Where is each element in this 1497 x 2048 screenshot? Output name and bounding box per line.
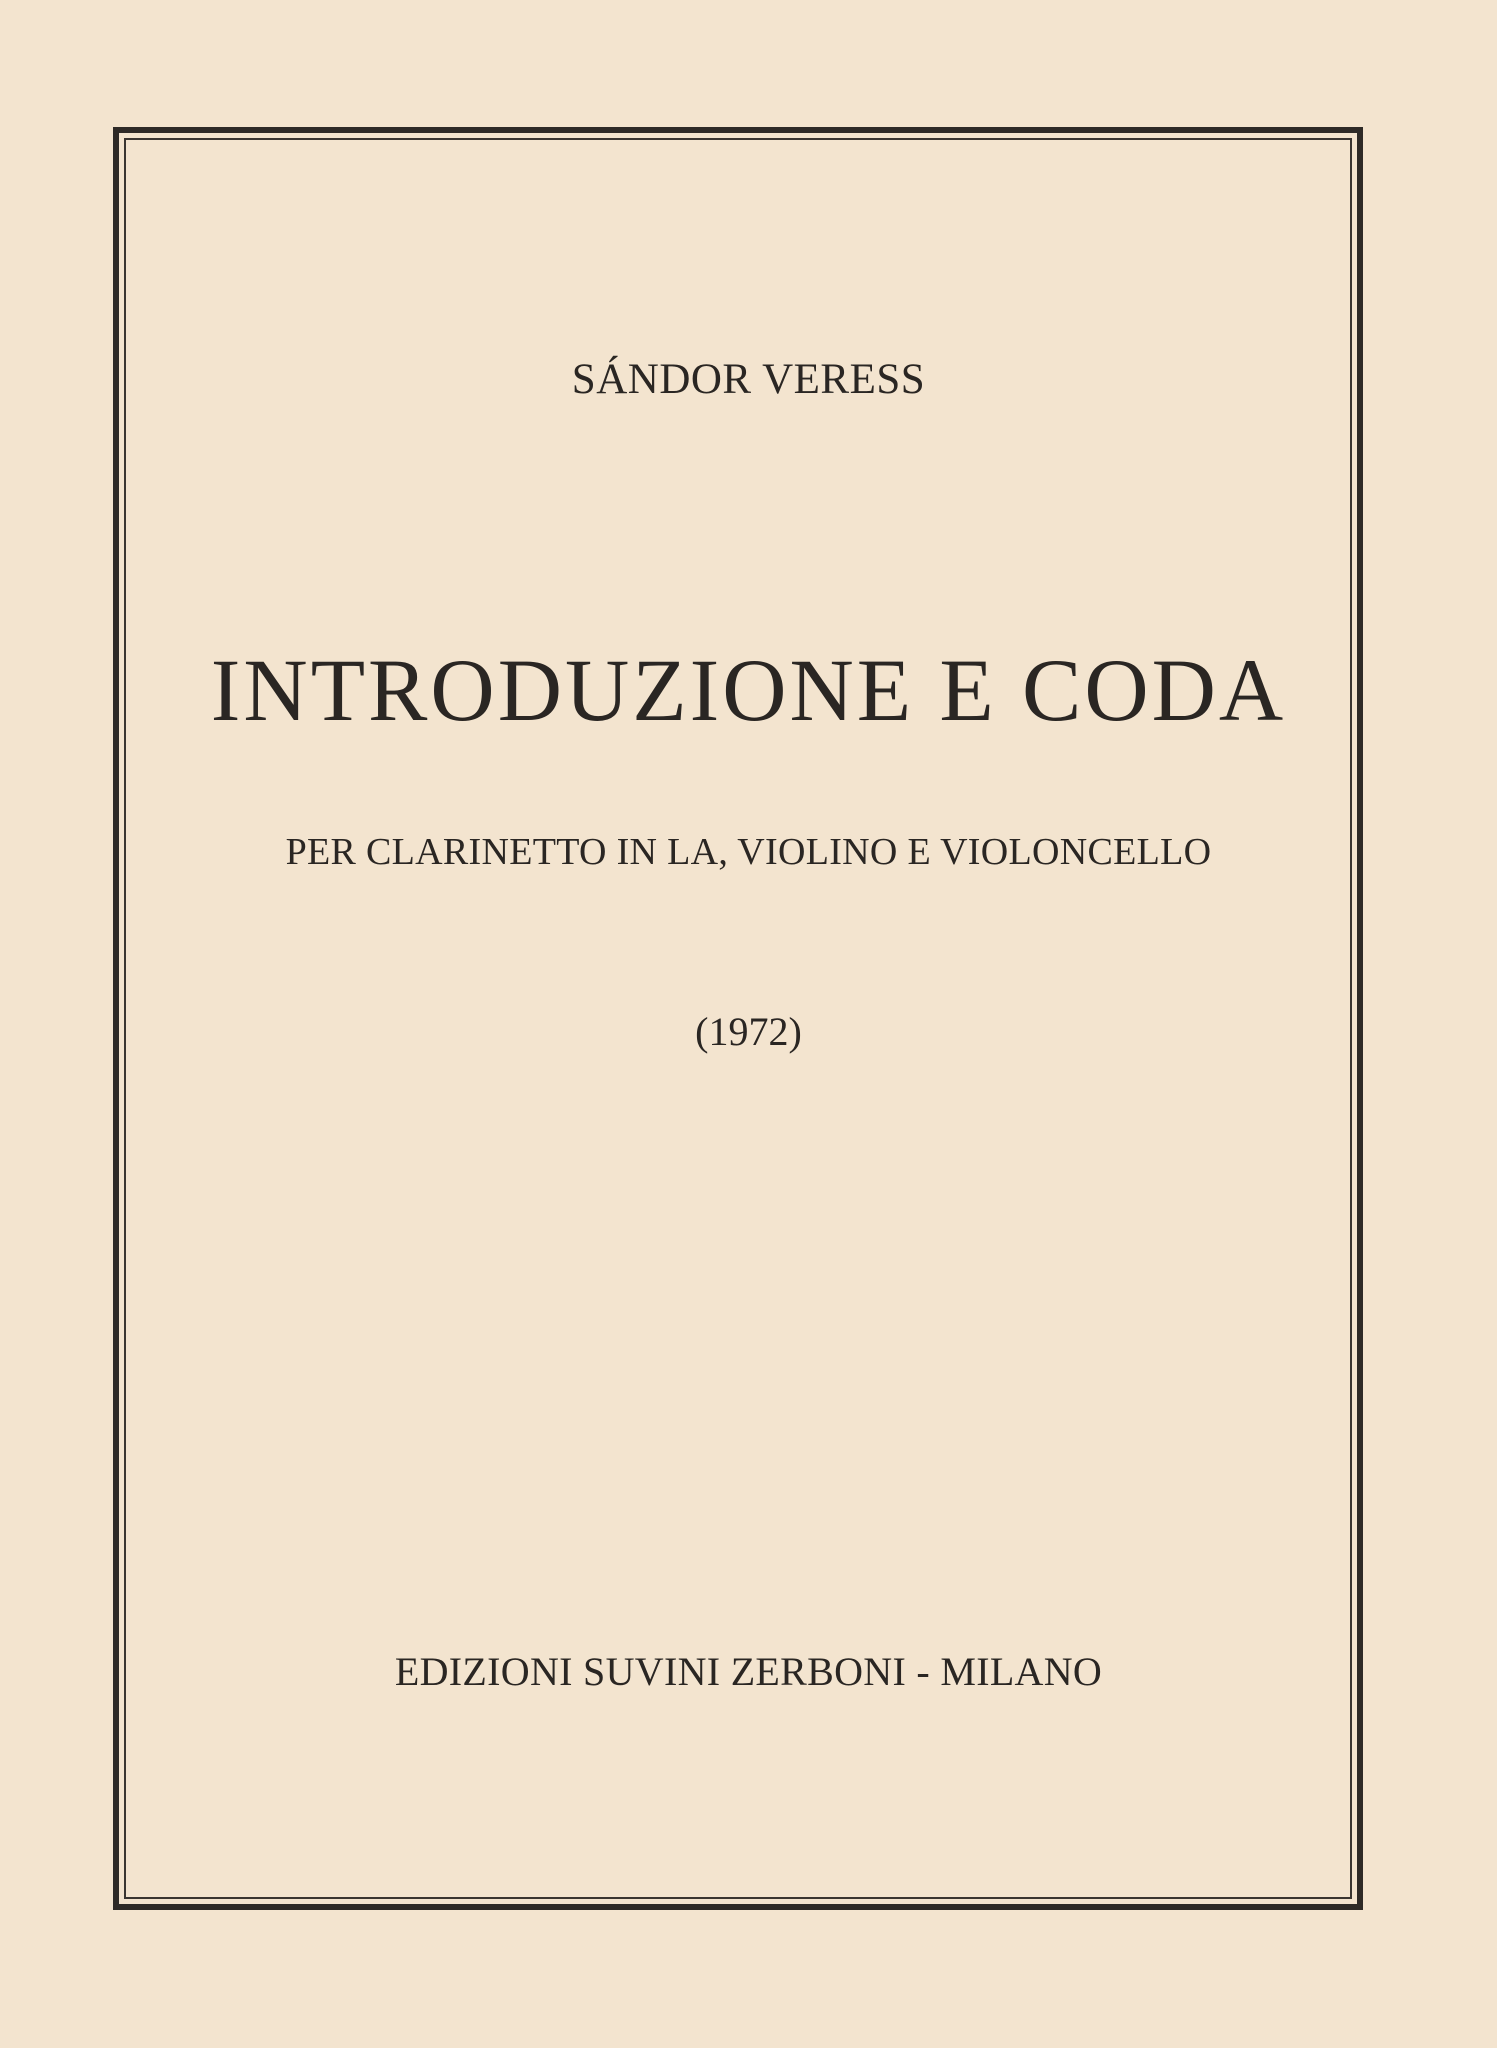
- work-title: INTRODUZIONE E CODA: [210, 642, 1287, 740]
- publisher-imprint: EDIZIONI SUVINI ZERBONI - MILANO: [394, 1649, 1103, 1694]
- composer-name: SÁNDOR VERESS: [571, 356, 926, 403]
- instrumentation: PER CLARINETTO IN LA, VIOLINO E VIOLONCELLO: [285, 831, 1212, 873]
- composition-year: (1972): [695, 1009, 802, 1054]
